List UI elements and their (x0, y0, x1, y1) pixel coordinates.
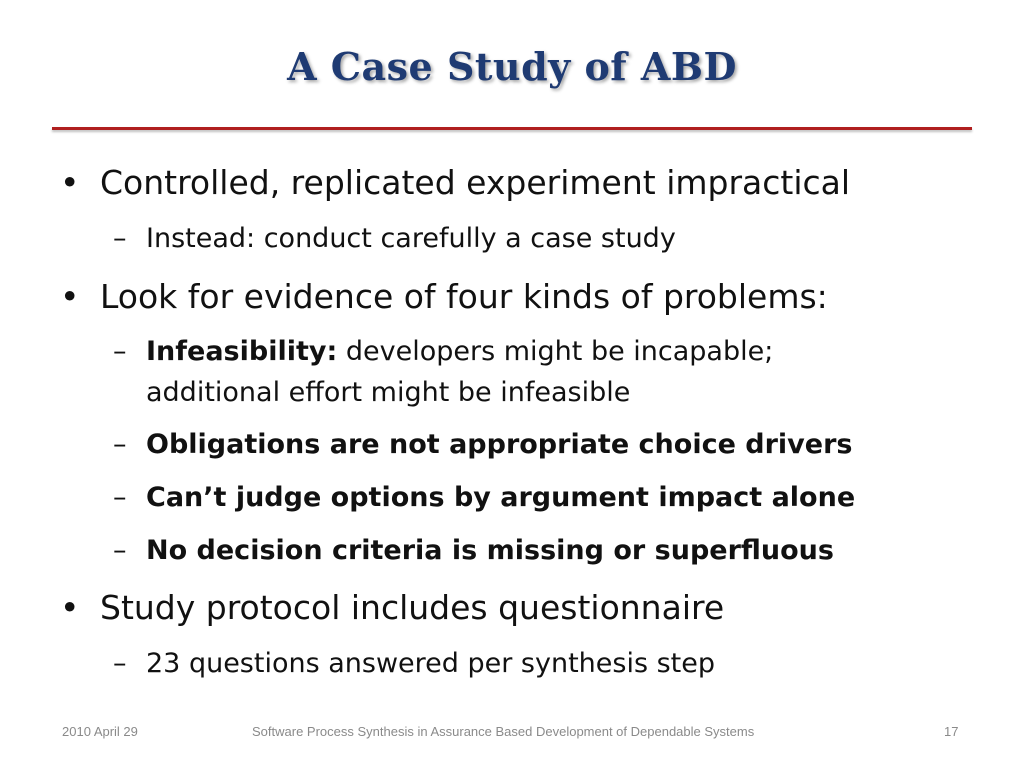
bullet-2-sub-1-text: developers might be incapable; (337, 336, 774, 367)
bullet-icon: • (60, 588, 80, 627)
bullet-1-sub-1-text: Instead: conduct carefully a case study (146, 223, 676, 254)
bullet-1-sub-1 (146, 221, 676, 257)
bullet-2-sub-2: Obligations are not appropriate choice drivers (146, 429, 853, 460)
bullet-2-sub-1 (146, 334, 773, 370)
dash-icon: – (113, 648, 127, 679)
footer-date: 2010 April 29 (62, 724, 138, 739)
bullet-2-sub-1-continuation: additional effort might be infeasible (146, 377, 631, 408)
bullet-3-sub-1-text: 23 questions answered per synthesis step (146, 648, 716, 679)
bullet-2-sub-1-bold: Infeasibility: (146, 336, 338, 367)
footer-page-number: 17 (944, 724, 959, 739)
dash-icon: – (113, 223, 127, 254)
bullet-2-sub-3: Can’t judge options by argument impact alone (146, 482, 856, 513)
bullet-2-sub-4: No decision criteria is missing or superfluous (146, 535, 834, 566)
title-divider (52, 127, 972, 130)
bullet-3-text: Study protocol includes questionnaire (100, 588, 725, 627)
footer-title: Software Process Synthesis in Assurance Based Development of Dependable Systems (252, 724, 755, 739)
slide-title: A Case Study of ABD (287, 44, 737, 89)
bullet-icon: • (60, 277, 80, 316)
dash-icon: – (113, 336, 127, 367)
dash-icon: – (113, 482, 127, 513)
bullet-2-text: Look for evidence of four kinds of problems: (100, 277, 828, 316)
bullet-1-text: Controlled, replicated experiment impractical (100, 163, 851, 202)
dash-icon: – (113, 535, 127, 566)
bullet-icon: • (60, 163, 80, 202)
dash-icon: – (113, 429, 127, 460)
bullet-3-sub-1 (146, 646, 715, 682)
